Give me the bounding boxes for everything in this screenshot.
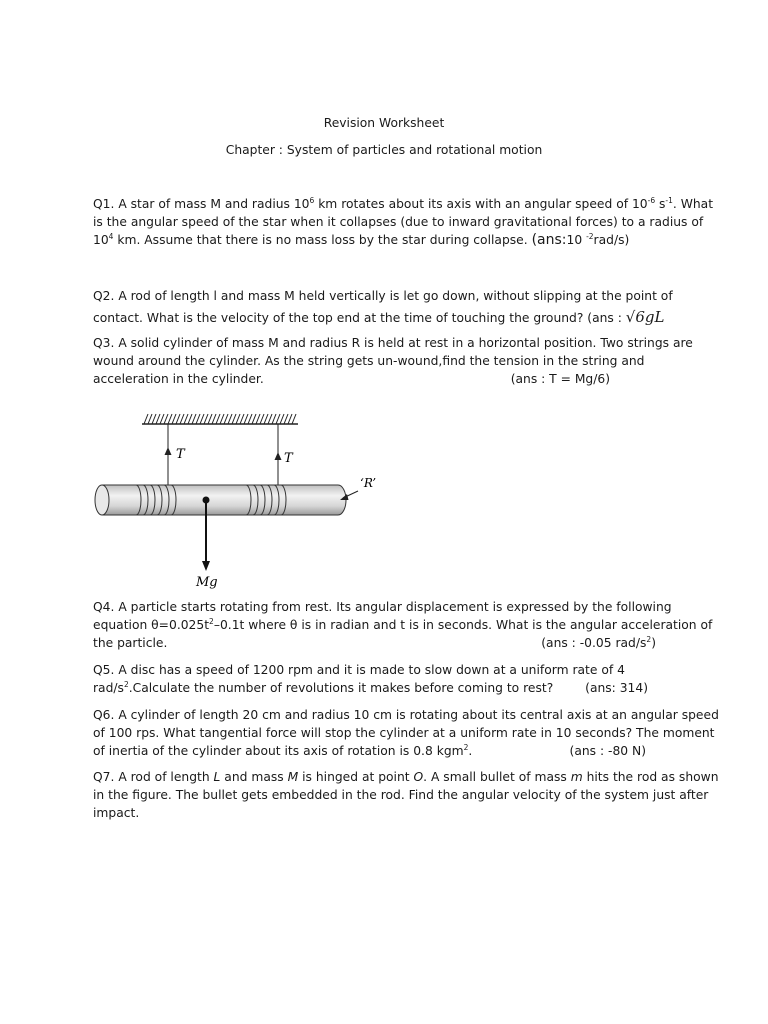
radius-label: ‘R’ <box>360 476 377 490</box>
answer-q3: (ans : T = Mg/6) <box>510 371 610 386</box>
question-1: Q1. A star of mass M and radius $10^6$ km rotates about its axis with an angular speed of $10^{-6}$ $s^{-1}$. What is the angular speed of the star when it collapses (due to inward gravitational forces) to a radius of $10^4$ km. Assume that there is no mass loss by the star during collapse. (ans:10 $^{-2}$rad/s) <box>93 196 714 248</box>
question-6: Q6. A cylinder of length 20 cm and radius 10 cm is rotating about its central axis at an angular speed of 100 rps. What tangential force will stop the cylinder at a uniform rate in 10 seconds? The moment of inertia of the cylinder about its axis of rotation is 0.8 kgm$^2$. (ans : -80 N) <box>93 707 678 760</box>
cylinder-diagram <box>90 405 410 595</box>
question-2: Q2. A rod of length l and mass M held vertically is let go down, without slipping at the point of contact. What is the velocity of the top end at the time of touching the ground? (ans : √6gL <box>93 289 673 326</box>
cylinder-end-face <box>95 485 109 515</box>
tension-arrow-right-icon <box>275 452 282 460</box>
chapter-heading: Chapter : System of particles and rotational motion <box>225 143 543 157</box>
question-7: Q7. A rod of length L and mass M is hinged at point O. A small bullet of mass m hits the rod as shown in the figure. The bullet gets embedded in the rod. Find the angular velocity of the system just after impact. <box>93 770 719 820</box>
question-3: Q3. A solid cylinder of mass M and radius R is held at rest in a horizontal position. Two strings are wound around the cylinder. As the string gets un-wound,find the tension in the string and acceleration in the cylinder. (ans : T = Mg/6) <box>93 335 678 388</box>
question-4: Q4. A particle starts rotating from rest. Its angular displacement is expressed by the following equation $\theta=0.025t^2-0.1t$ where θ is in radian and t is in seconds. What is the angular acceleration of the particle. (ans : -0.05 rad/$s^2$) <box>93 599 678 652</box>
answer-q4: (ans : -0.05 rad/$s^2$) <box>541 634 656 650</box>
answer-q5: (ans: 314) <box>585 680 648 695</box>
tension-label-right: T <box>284 451 293 466</box>
ceiling-hatching <box>144 414 296 424</box>
answer-q6: (ans : -80 N) <box>569 743 646 758</box>
cylinder-body <box>102 485 346 515</box>
weight-arrow-icon <box>202 561 210 571</box>
tension-label-left: T <box>176 447 185 462</box>
answer-q1: (ans:10 $^{-2}$rad/s) <box>531 231 630 248</box>
question-5: Q5. A disc has a speed of 1200 rpm and it is made to slow down at a uniform rate of 4 rad/$s^2.Calculate$ the number of revolutions it makes before coming to rest? (ans: 314) <box>93 662 678 698</box>
answer-q2-formula: √6gL <box>625 307 665 326</box>
worksheet-title: Revision Worksheet <box>323 116 445 130</box>
weight-label: Mg <box>196 575 218 590</box>
tension-arrow-left-icon <box>165 447 172 455</box>
